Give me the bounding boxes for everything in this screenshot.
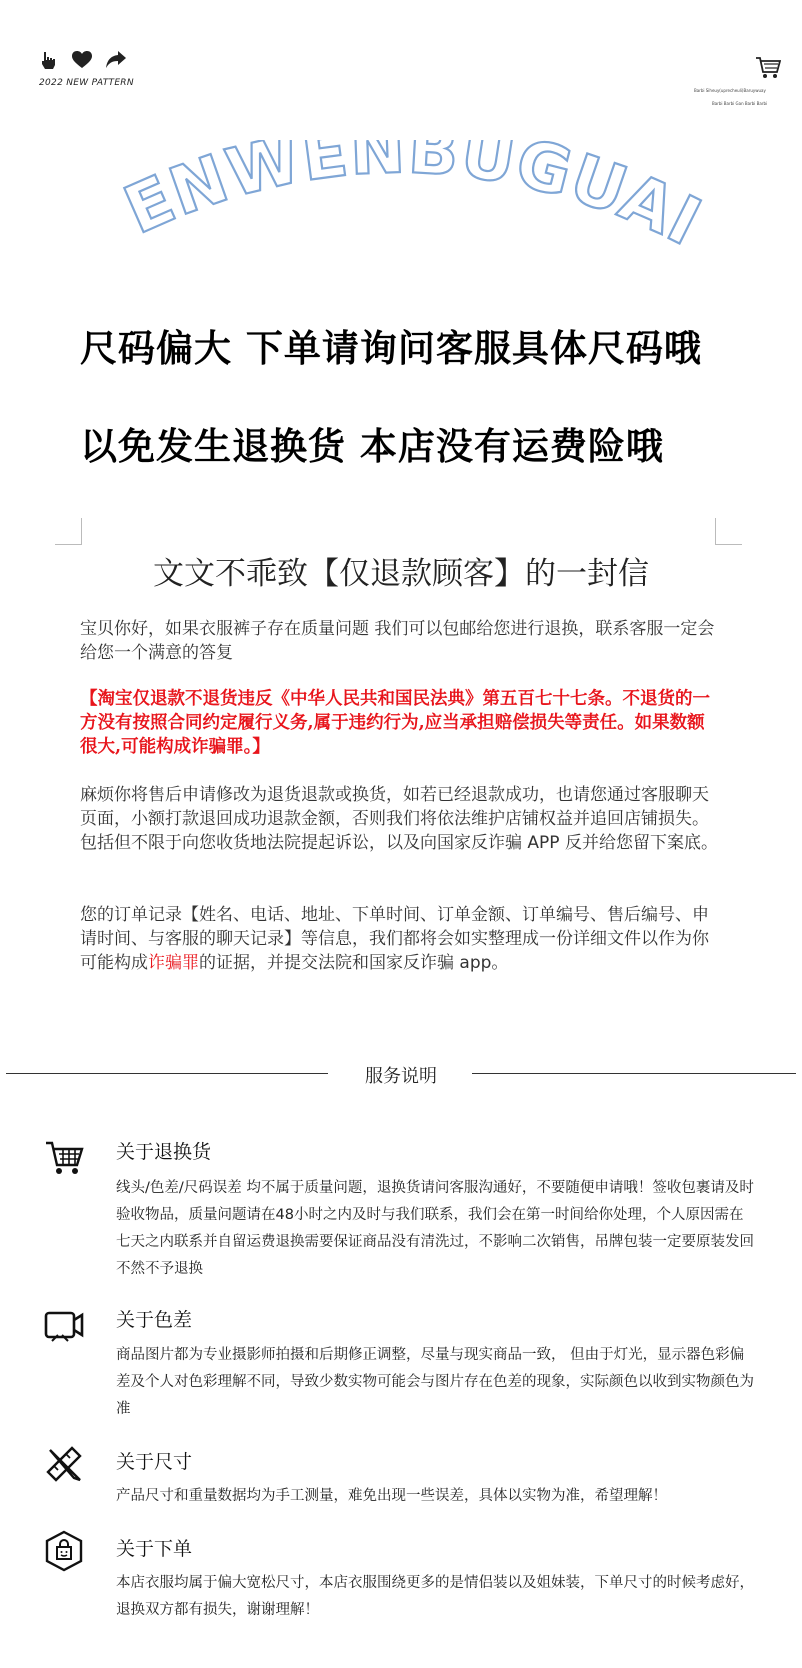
divider-left xyxy=(6,1073,328,1074)
hand-pointer-icon[interactable] xyxy=(38,50,58,70)
cart-icon[interactable] xyxy=(755,56,781,84)
letter-paragraph-greeting: 宝贝你好，如果衣服裤子存在质量问题 我们可以包邮给您进行退换，联系客服一定会给您一个满意的答复 xyxy=(80,619,715,663)
service-item-body: 本店衣服均属于偏大宽松尺寸，本店衣服围绕更多的是情侣装以及姐妹装，下单尺寸的时候考虑好，退换双方都有损失，谢谢理解！ xyxy=(116,1575,754,1618)
corner-mark-right xyxy=(715,518,742,545)
service-item-title: 关于退换货 xyxy=(116,1141,212,1163)
service-item-body: 商品图片都为专业摄影师拍摄和后期修正调整，尽量与现实商品一致， 但由于灯光，显示器色彩偏差及个人对色彩理解不同，导致少数实物可能会与图片存在色差的现象，实际颜色以收到实物颜色为准 xyxy=(116,1347,754,1417)
records-text-end: 的证据，并提交法院和国家反诈骗 app。 xyxy=(199,953,509,973)
service-item-title: 关于下单 xyxy=(116,1538,193,1560)
service-item-title: 关于尺寸 xyxy=(116,1451,193,1473)
corner-mark-left xyxy=(55,518,82,545)
cart-icon xyxy=(44,1140,84,1180)
ruler-pencil-icon xyxy=(44,1444,84,1488)
brand-logo xyxy=(80,140,720,274)
header-icons xyxy=(38,50,126,70)
brand-text: ENWENBUGUAI xyxy=(113,140,714,261)
pattern-label: 2022 NEW PATTERN xyxy=(39,78,134,88)
records-text: 您的订单记录【姓名、电话、地址、下单时间、订单金额、订单编号、售后编号、申请时间、与客服的聊天记录】等信息，我们都将会如实整理成一份详细文件以作为你可能构成 xyxy=(80,905,709,973)
service-item-title: 关于色差 xyxy=(116,1309,193,1331)
service-item-body: 线头/色差/尺码误差 均不属于质量问题，退换货请问客服沟通好，不要随便申请哦！签收包裹请及时验收物品，质量问题请在48小时之内及时与我们联系，我们会在第一时间给你处理，个人原因需在七天之内联系并自留运费退换需要保证商品没有清洗过，不影响二次销售，吊牌包装一定要原装发回不然不予退换 xyxy=(116,1180,754,1277)
letter-title: 文文不乖致【仅退款顾客】的一封信 xyxy=(153,556,649,592)
size-notice-line-1: 尺码偏大 下单请询问客服具体尺码哦 xyxy=(80,327,702,370)
camera-icon xyxy=(44,1307,84,1347)
letter-paragraph-warning: 【淘宝仅退款不退货违反《中华人民共和国民法典》第五百七十七条。不退货的一方没有按照合同约定履行义务,属于违约行为,应当承担赔偿损失等责任。如果数额很大,可能构成诈骗罪。】 xyxy=(80,689,710,757)
shopping-bag-icon xyxy=(44,1530,84,1576)
letter-paragraph-records xyxy=(80,903,720,975)
heart-icon[interactable] xyxy=(72,51,92,69)
share-icon[interactable] xyxy=(106,51,126,69)
tiny-caption-1: Barbi Siheuy(uprecheuli)Baruywuay xyxy=(694,88,766,93)
svg-text:WENWENBUGUAI2 xyxy=(80,140,713,261)
fraud-highlight: 诈骗罪 xyxy=(148,953,199,973)
service-item-body: 产品尺寸和重量数据均为手工测量，难免出现一些误差，具体以实物为准，希望理解！ xyxy=(116,1488,667,1504)
divider-right xyxy=(472,1073,796,1074)
letter-paragraph-request: 麻烦你将售后申请修改为退货退款或换货，如若已经退款成功，也请您通过客服聊天页面，小额打款退回成功退款金额，否则我们将依法维护店铺权益并追回店铺损失。包括但不限于向您收货地法院提起诉讼，以及向国家反诈骗 APP 反并给您留下案底。 xyxy=(80,785,718,853)
tiny-caption-2: Barbi Barbi Gan Barbi Barbi xyxy=(712,101,768,106)
size-notice-line-2: 以免发生退换货 本店没有运费险哦 xyxy=(80,425,664,468)
service-title: 服务说明 xyxy=(365,1066,437,1087)
